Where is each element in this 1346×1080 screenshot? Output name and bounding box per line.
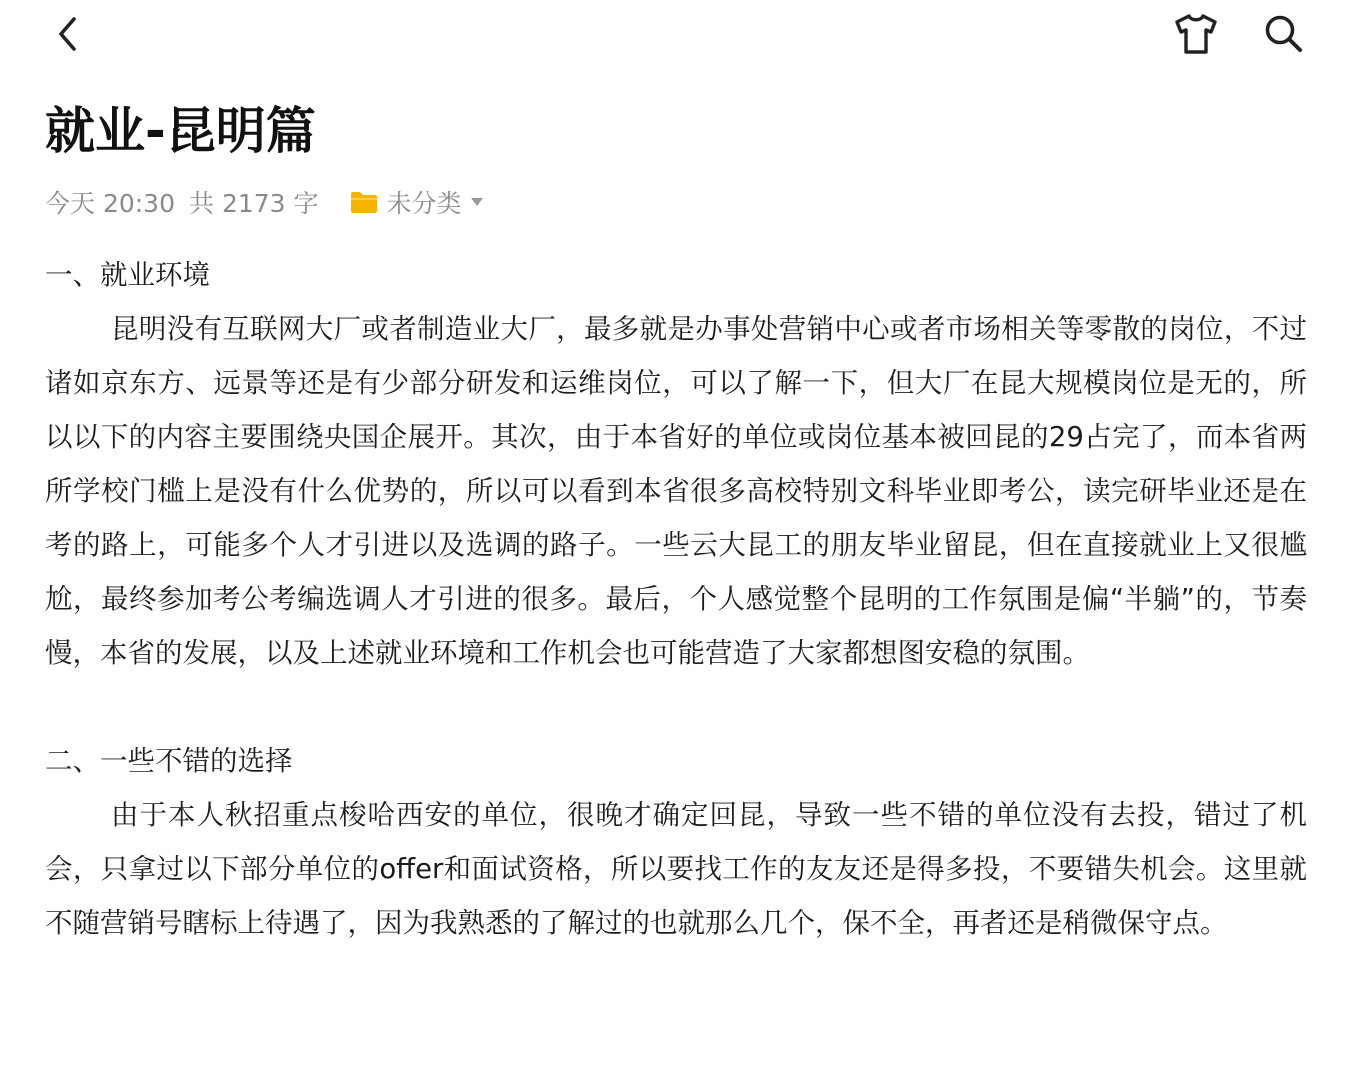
- note-meta: [45, 183, 484, 221]
- note-body[interactable]: [45, 248, 1307, 950]
- search-button[interactable]: [1258, 10, 1310, 58]
- word-count: 共 2173 字: [189, 189, 319, 218]
- note-title[interactable]: 就业-昆明篇: [45, 102, 316, 160]
- top-bar: [0, 0, 1346, 70]
- tshirt-icon: [1172, 12, 1220, 56]
- folder-icon: [349, 190, 379, 214]
- back-button[interactable]: [44, 10, 92, 58]
- edit-time: 今天 20:30: [45, 189, 175, 218]
- section-heading: 二、一些不错的选择: [45, 745, 293, 777]
- caret-down-icon: [470, 197, 484, 207]
- section-paragraph: 由于本人秋招重点梭哈西安的单位，很晚才确定回昆，导致一些不错的单位没有去投，错过了机会，只拿过以下部分单位的offer和面试资格，所以要找工作的友友还是得多投，不要错失机会。这里就不随营销号瞎标上待遇了，因为我熟悉的了解过的也就那么几个，保不全，再者还是稍微保守点。: [45, 799, 1307, 939]
- search-icon: [1262, 12, 1306, 56]
- theme-button[interactable]: [1170, 10, 1222, 58]
- blank-line: [45, 680, 1307, 734]
- section-paragraph: 昆明没有互联网大厂或者制造业大厂，最多就是办事处营销中心或者市场相关等零散的岗位，不过诸如京东方、远景等还是有少部分研发和运维岗位，可以了解一下，但大厂在昆大规模岗位是无的，所以以下的内容主要围绕央国企展开。其次，由于本省好的单位或岗位基本被回昆的29占完了，而本省两所学校门槛上是没有什么优势的，所以可以看到本省很多高校特别文科毕业即考公，读完研毕业还是在考的路上，可能多个人才引进以及选调的路子。一些云大昆工的朋友毕业留昆，但在直接就业上又很尴尬，最终参加考公考编选调人才引进的很多。最后，个人感觉整个昆明的工作氛围是偏“半躺”的，节奏慢，本省的发展，以及上述就业环境和工作机会也可能营造了大家都想图安稳的氛围。: [45, 313, 1307, 669]
- category-label: 未分类: [386, 189, 462, 218]
- chevron-left-icon: [53, 14, 83, 54]
- section-heading: 一、就业环境: [45, 259, 210, 291]
- category-selector[interactable]: [349, 184, 484, 220]
